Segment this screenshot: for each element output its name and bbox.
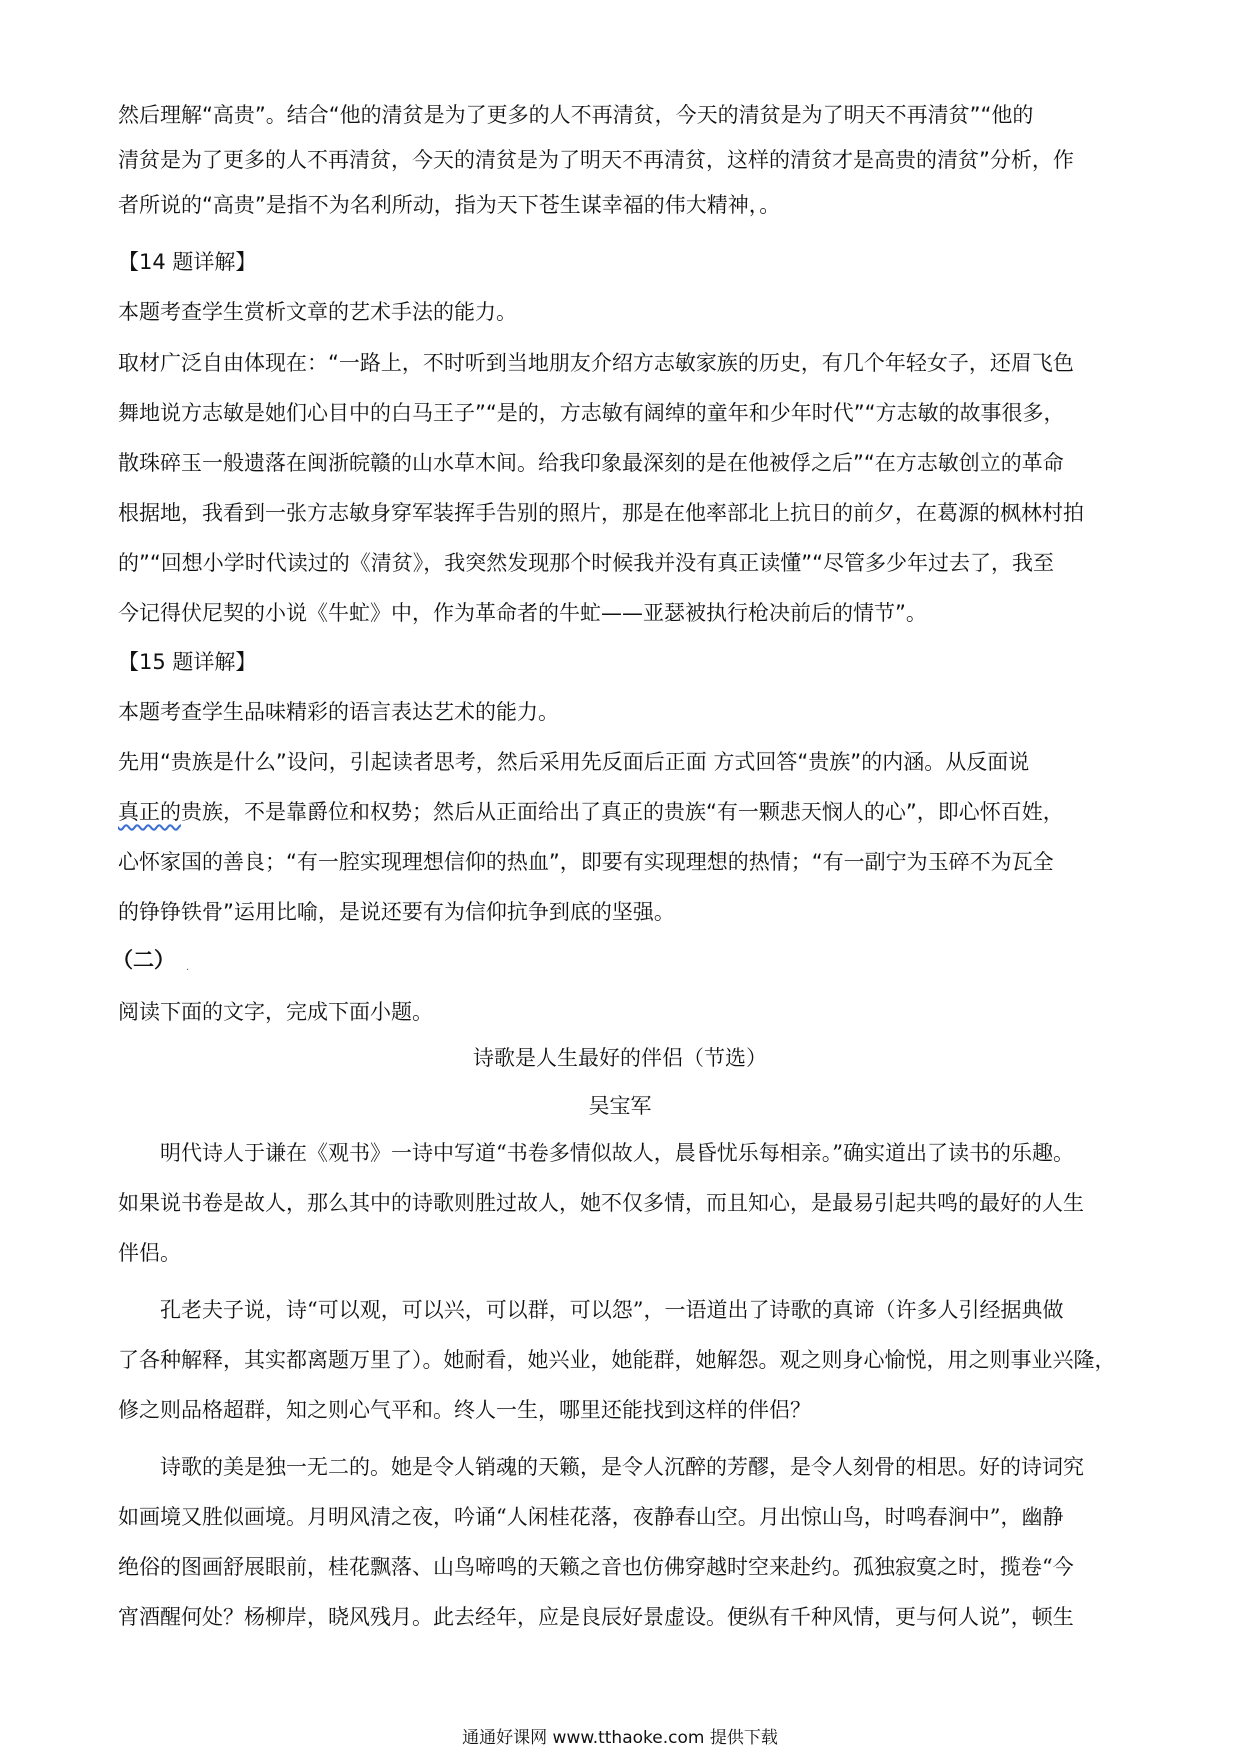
paragraph-line: 根据地，我看到一张方志敏身穿军装挥手告别的照片，那是在他率部北上抗日的前夕，在葛源的枫林村拍 bbox=[118, 501, 1084, 525]
paragraph-line: 然后理解“高贵”。结合“他的清贫是为了更多的人不再清贫，今天的清贫是为了明天不再清贫”“他的 bbox=[118, 103, 1034, 127]
paragraph-line: 的”“回想小学时代读过的《清贫》，我突然发现那个时候我并没有真正读懂”“尽管多少年过去了，我至 bbox=[118, 551, 1055, 575]
paragraph-line: 先用“贵族是什么”设问，引起读者思考，然后采用先反面后正面 方式回答“贵族”的内涵。从反面说 bbox=[118, 750, 1030, 774]
section-heading: （二） bbox=[112, 948, 175, 972]
article-line: 了各种解释，其实都离题万里了）。她耐看，她兴业，她能群，她解怨。观之则身心愉悦，用之则事业兴隆， bbox=[118, 1348, 1116, 1372]
article-line: 孔老夫子说，诗“可以观，可以兴，可以群，可以怨”，一语道出了诗歌的真谛（许多人引经据典做 bbox=[160, 1298, 1064, 1322]
stray-mark: . bbox=[186, 962, 190, 973]
article-line: 宵酒醒何处？杨柳岸，晓风残月。此去经年，应是良辰好景虚设。便纵有千种风情，更与何人说”，顿生 bbox=[118, 1605, 1074, 1629]
article-line: 诗歌的美是独一无二的。她是令人销魂的天籁，是令人沉醉的芳醪，是令人刻骨的相思。好的诗词究 bbox=[160, 1455, 1084, 1479]
article-line: 如画境又胜似画境。月明风清之夜，吟诵“人闲桂花落，夜静春山空。月出惊山鸟，时鸣春涧中”，幽静 bbox=[118, 1505, 1064, 1529]
paragraph-line: 取材广泛自由体现在：“一路上，不时听到当地朋友介绍方志敏家族的历史，有几个年轻女子，还眉飞色 bbox=[118, 351, 1074, 375]
page-footer: 通通好课网 www.tthaoke.com 提供下载 bbox=[462, 1728, 778, 1748]
paragraph-line: 本题考查学生赏析文章的艺术手法的能力。 bbox=[118, 300, 517, 324]
heading-15: 【15 题详解】 bbox=[118, 650, 257, 674]
instruction-line: 阅读下面的文字，完成下面小题。 bbox=[118, 1000, 433, 1024]
paragraph-line: 舞地说方志敏是她们心目中的白马王子”“是的，方志敏有阔绰的童年和少年时代”“方志敏的故事很多， bbox=[118, 401, 1065, 425]
paragraph-line-wavy bbox=[118, 802, 1064, 823]
line-text: 贵族，不是靠爵位和权势；然后从正面给出了真正的贵族“有一颗悲天悯人的心”，即心怀百姓， bbox=[181, 800, 1064, 824]
article-title: 诗歌是人生最好的伴侣（节选） bbox=[473, 1046, 767, 1070]
article-line: 明代诗人于谦在《观书》一诗中写道“书卷多情似故人，晨昏忧乐每相亲。”确实道出了读书的乐趣。 bbox=[160, 1141, 1074, 1165]
paragraph-line: 的铮铮铁骨”运用比喻，是说还要有为信仰抗争到底的坚强。 bbox=[118, 900, 675, 924]
paragraph-line: 散珠碎玉一般遗落在闽浙皖赣的山水草木间。给我印象最深刻的是在他被俘之后”“在方志敏创立的革命 bbox=[118, 451, 1064, 475]
article-line: 伴侣。 bbox=[118, 1241, 181, 1265]
wavy-underlined-word: 真正的 bbox=[118, 800, 181, 824]
heading-14: 【14 题详解】 bbox=[118, 250, 257, 274]
paragraph-line: 清贫是为了更多的人不再清贫，今天的清贫是为了明天不再清贫，这样的清贫才是高贵的清贫”分析，作 bbox=[118, 148, 1074, 172]
paragraph-line: 心怀家国的善良；“有一腔实现理想信仰的热血”，即要有实现理想的热情；“有一副宁为玉碎不为瓦全 bbox=[118, 850, 1054, 874]
paragraph-line: 者所说的“高贵”是指不为名利所动，指为天下苍生谋幸福的伟大精神，。 bbox=[118, 193, 781, 217]
article-line: 修之则品格超群，知之则心气平和。终人一生，哪里还能找到这样的伴侣？ bbox=[118, 1398, 811, 1422]
paragraph-line: 本题考查学生品味精彩的语言表达艺术的能力。 bbox=[118, 700, 559, 724]
article-line: 如果说书卷是故人，那么其中的诗歌则胜过故人，她不仅多情，而且知心，是最易引起共鸣的最好的人生 bbox=[118, 1191, 1084, 1215]
article-author: 吴宝军 bbox=[588, 1094, 652, 1118]
article-line: 绝俗的图画舒展眼前，桂花飘落、山鸟啼鸣的天籁之音也仿佛穿越时空来赴约。孤独寂寞之时，揽卷“今 bbox=[118, 1555, 1074, 1579]
paragraph-line: 今记得伏尼契的小说《牛虻》中，作为革命者的牛虻——亚瑟被执行枪决前后的情节”。 bbox=[118, 601, 927, 625]
